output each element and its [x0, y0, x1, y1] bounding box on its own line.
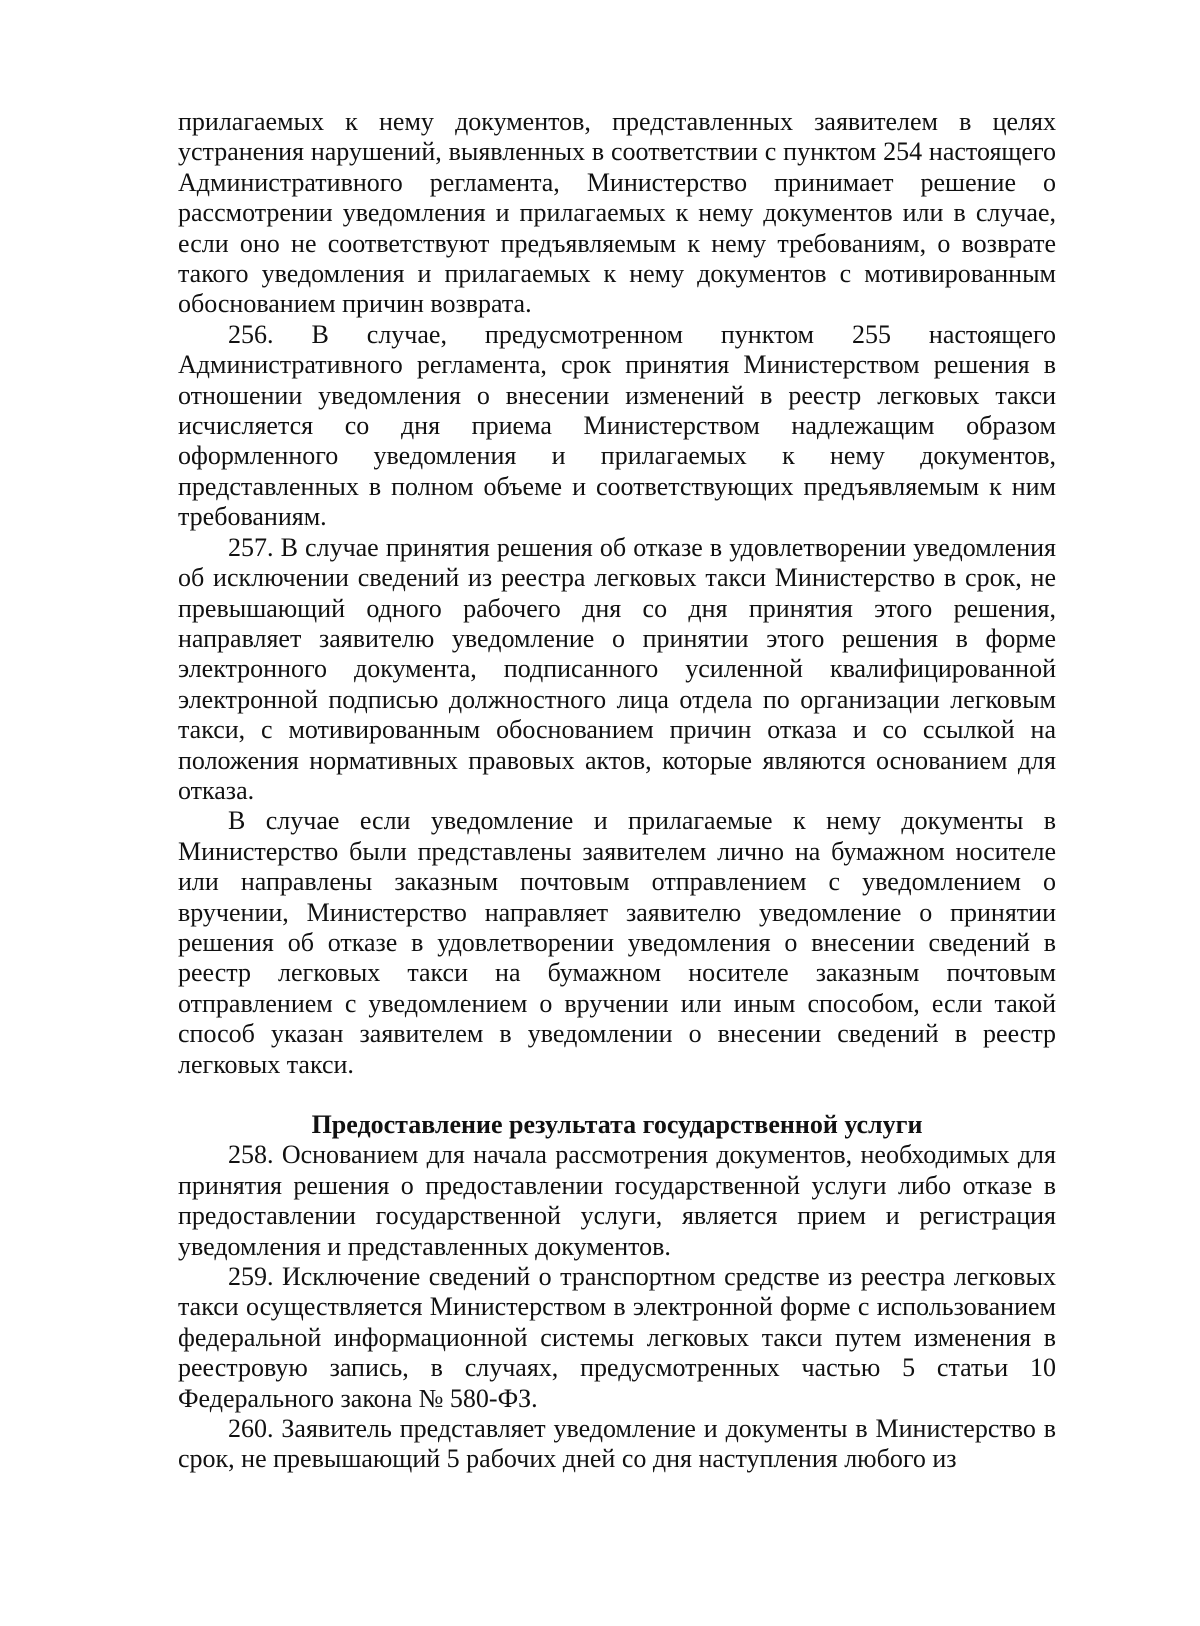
section-heading: Предоставление результата государственной услуги: [311, 1110, 923, 1139]
paragraph-259: 259. Исключение сведений о транспортном средстве из реестра легковых такси осуществляется Министерством в электронной форме с использованием федеральной информационной системы легковых такси путем изменения в реестровую запись, в случаях, предусмотренных частью 5 статьи 10 Федерального закона № 580-ФЗ.: [178, 1262, 1056, 1413]
paragraph-260: 260. Заявитель представляет уведомление и документы в Министерство в срок, не превышающий 5 рабочих дней со дня наступления любого из: [178, 1414, 1056, 1474]
paragraph-257-continued: В случае если уведомление и прилагаемые к нему документы в Министерство были представлены заявителем лично на бумажном носителе или направлены заказным почтовым отправлением с уведомлением о вручении, Министерство направляет заявителю уведомление о принятии решения об отказе в удовлетворении уведомления о внесении сведений в реестр легковых такси на бумажном носителе заказным почтовым отправлением с уведомлением о вручении или иным способом, если такой способ указан заявителем в уведомлении о внесении сведений в реестр легковых такси.: [178, 806, 1056, 1079]
document-page: [178, 107, 1056, 1475]
paragraph-257: 257. В случае принятия решения об отказе в удовлетворении уведомления об исключении сведений из реестра легковых такси Министерство в срок, не превышающий одного рабочего дня со дня принятия этого решения, направляет заявителю уведомление о принятии этого решения в форме электронного документа, подписанного усиленной квалифицированной электронной подписью должностного лица отдела по организации легковым такси, с мотивированным обоснованием причин отказа и со ссылкой на положения нормативных правовых актов, которые являются основанием для отказа.: [178, 532, 1056, 805]
paragraph-258: 258. Основанием для начала рассмотрения документов, необходимых для принятия решения о предоставлении государственной услуги либо отказе в предоставлении государственной услуги, является прием и регистрация уведомления и представленных документов.: [178, 1140, 1056, 1261]
paragraph-continuation: прилагаемых к нему документов, представленных заявителем в целях устранения нарушений, выявленных в соответствии с пунктом 254 настоящего Административного регламента, Министерство принимает решение о рассмотрении уведомления и прилагаемых к нему документов или в случае, если оно не соответствуют предъявляемым к нему требованиям, о возврате такого уведомления и прилагаемых к нему документов с мотивированным обоснованием причин возврата.: [178, 107, 1056, 319]
paragraph-256: 256. В случае, предусмотренном пунктом 255 настоящего Административного регламента, срок принятия Министерством решения в отношении уведомления о внесении изменений в реестр легковых такси исчисляется со дня приема Министерством надлежащим образом оформленного уведомления и прилагаемых к нему документов, представленных в полном объеме и соответствующих предъявляемым к ним требованиям.: [178, 319, 1056, 532]
